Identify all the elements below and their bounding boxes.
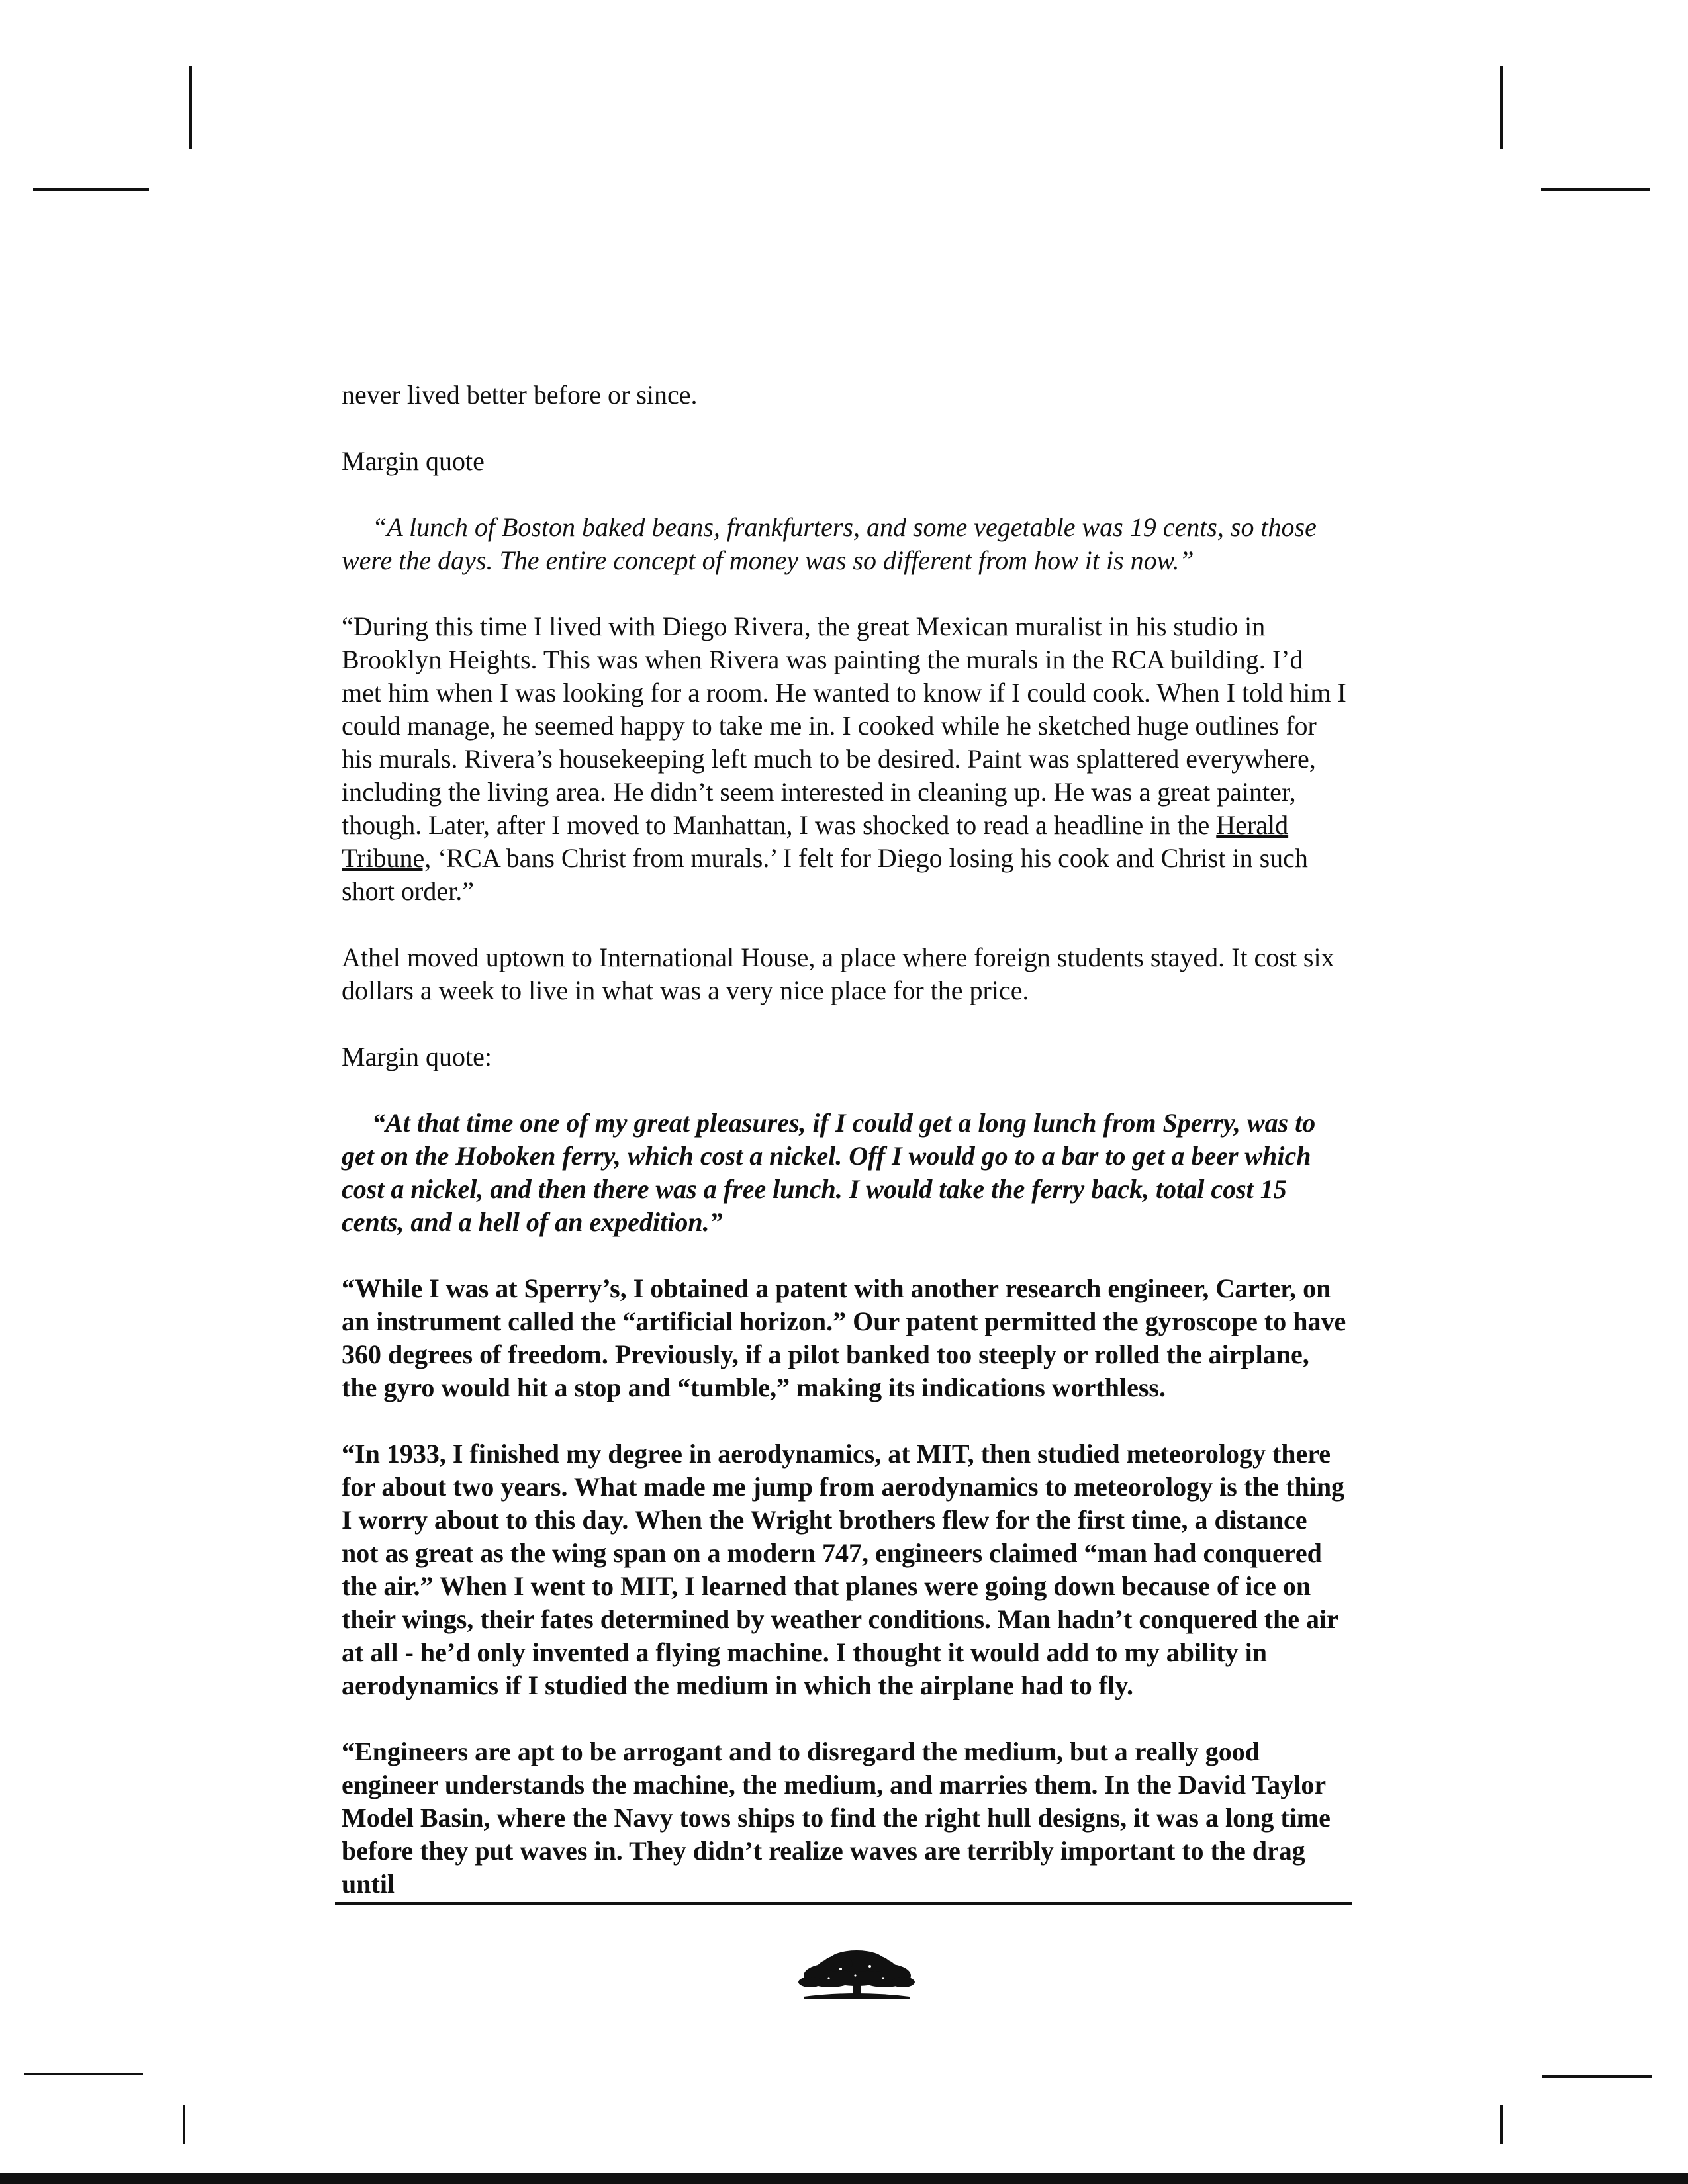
margin-quote-heading-2: Margin quote:	[342, 1042, 492, 1071]
tree-icon	[790, 1949, 923, 2002]
crop-mark-top-right-vertical	[1500, 66, 1503, 149]
rivera-text-after: ‘RCA bans Christ from murals.’ I felt for Diego losing his cook and Christ in such short order.”	[342, 843, 1308, 906]
international-house-paragraph: Athel moved uptown to International House, a place where foreign students stayed. It cost six dollars a week to live in what was a very nice place for the price.	[342, 942, 1335, 1005]
engineers-paragraph: “Engineers are apt to be arrogant and to disregard the medium, but a really good engineer understands the machine, the medium, and marries them. In the David Taylor Model Basin, where the Navy tows ships to find the right hull designs, it was a long time before they put waves in. They didn’t realize waves are terribly important to the drag until	[342, 1737, 1331, 1899]
crop-mark-bottom-right-horizontal	[1542, 2075, 1652, 2078]
margin-quote-heading-1: Margin quote	[342, 446, 485, 476]
rivera-text-before: “During this time I lived with Diego Rivera, the great Mexican muralist in his studio in Brooklyn Heights. This was when Rivera was painting the murals in the RCA building. I’d met him when I was looking for a room. He wanted to know if I could cook. When I told him I could manage, he seemed happy to take me in. I cooked while he sketched huge outlines for his murals. Rivera’s housekeeping left much to be desired. Paint was splattered everywhere, including the living area. He didn’t seem interested in cleaning up. He was a great painter, though. Later, after I moved to Manhattan, I was shocked to read a headline in the	[342, 612, 1346, 840]
crop-mark-bottom-left-vertical	[183, 2105, 185, 2144]
crop-mark-top-left-vertical	[189, 66, 192, 149]
document-body	[342, 379, 1348, 1934]
rivera-paragraph	[342, 610, 1348, 908]
crop-mark-top-right-horizontal	[1541, 188, 1650, 191]
scan-bottom-band	[0, 2173, 1688, 2184]
sperry-paragraph: “While I was at Sperry’s, I obtained a patent with another research engineer, Carter, on an instrument called the “artificial horizon.” Our patent permitted the gyroscope to have 360 degrees of freedom. Previously, if a pilot banked too steeply or rolled the airplane, the gyro would hit a stop and “tumble,” making its indications worthless.	[342, 1273, 1346, 1402]
herald-tribune-title: Herald Tribune,	[342, 810, 1289, 873]
crop-mark-bottom-left-horizontal	[24, 2073, 143, 2075]
mit-paragraph: “In 1933, I finished my degree in aerodynamics, at MIT, then studied meteorology there for about two years. What made me jump from aerodynamics to meteorology is the thing I worry about to this day. When the Wright brothers flew for the first time, a distance not as great as the wing span on a modern 747, engineers claimed “man had conquered the air.” When I went to MIT, I learned that planes were going down because of ice on their wings, their fates determined by weather conditions. Man hadn’t conquered the air at all - he’d only invented a flying machine. I thought it would add to my ability in aerodynamics if I studied the medium in which the airplane had to fly.	[342, 1439, 1345, 1700]
opening-line: never lived better before or since.	[342, 380, 698, 410]
margin-quote-2: “At that time one of my great pleasures, if I could get a long lunch from Sperry, was to get on the Hoboken ferry, which cost a nickel. Off I would go to a bar to get a beer which cost a nickel, and then there was a free lunch. I would take the ferry back, total cost 15 cents, and a hell of an expedition.”	[342, 1108, 1316, 1237]
crop-mark-bottom-right-vertical	[1500, 2105, 1503, 2144]
crop-mark-top-left-horizontal	[33, 188, 149, 191]
footer-rule	[335, 1902, 1352, 1905]
margin-quote-1: “A lunch of Boston baked beans, frankfurters, and some vegetable was 19 cents, so those were the days. The entire concept of money was so different from how it is now.”	[342, 512, 1317, 575]
